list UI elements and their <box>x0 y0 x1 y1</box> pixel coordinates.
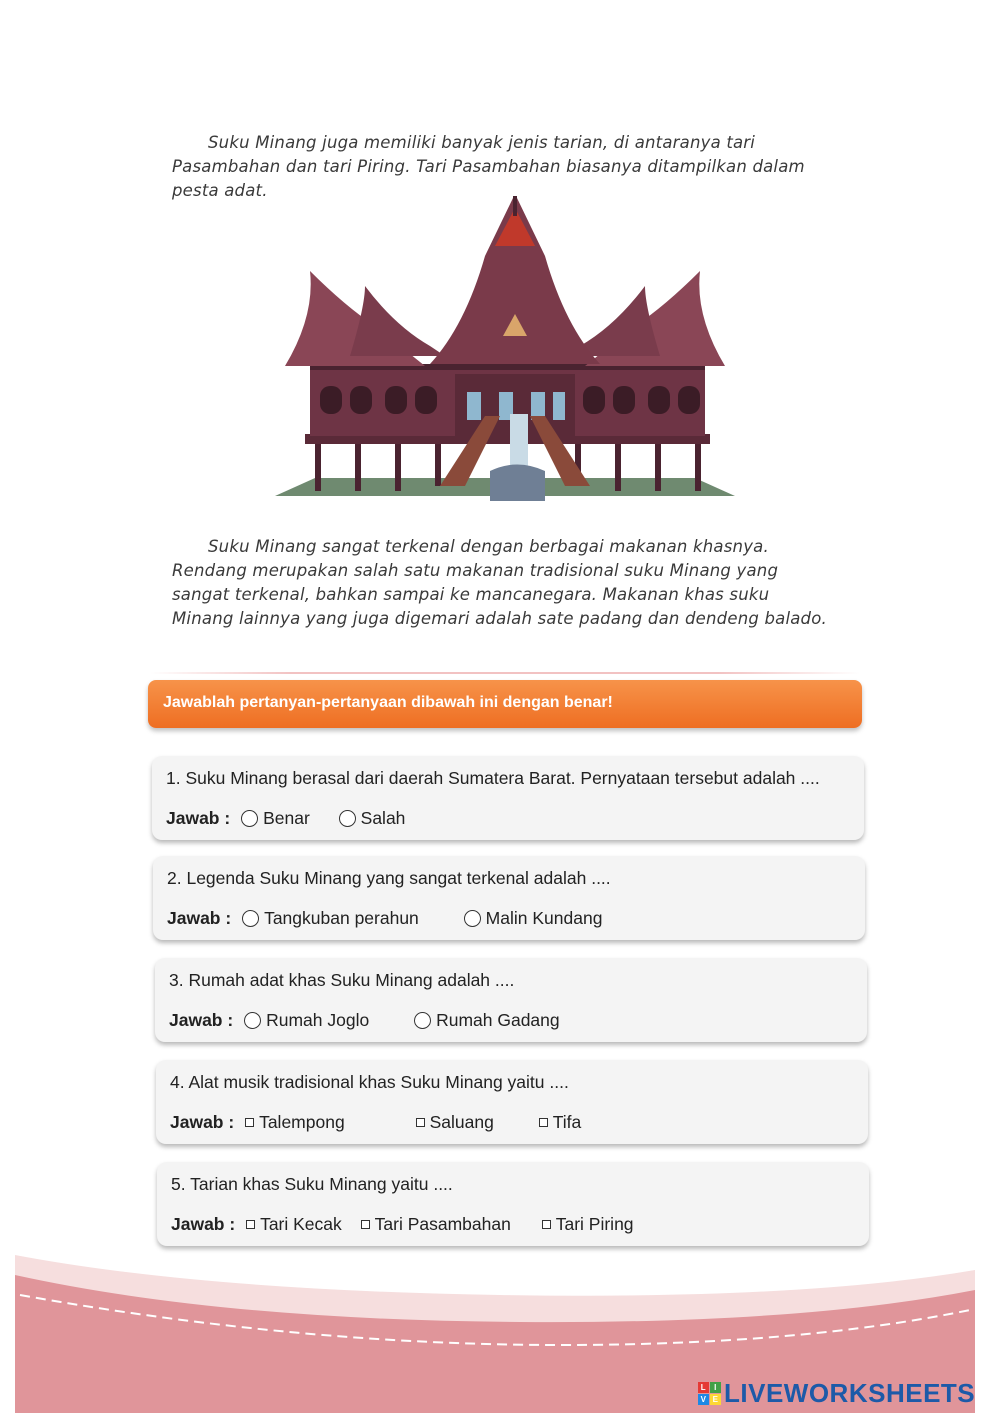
option-label: Tangkuban perahun <box>264 908 419 928</box>
intro-paragraph-dances: Suku Minang juga memiliki banyak jenis tarian, di antaranya tari Pasambahan dan tari Piring. Tari Pasambahan biasanya ditampilkan dalam pesta adat. <box>172 133 805 200</box>
radio-icon[interactable] <box>244 1012 261 1029</box>
option-label: Salah <box>360 808 406 828</box>
option-label: Saluang <box>429 1112 494 1132</box>
question-text: 2. Legenda Suku Minang yang sangat terkenal adalah .... <box>167 868 611 888</box>
answer-row <box>170 1112 605 1133</box>
question-card-3 <box>155 958 867 1042</box>
checkbox-icon[interactable] <box>361 1220 370 1229</box>
option-benar[interactable] <box>241 808 310 829</box>
logo-mark-letter: L <box>698 1382 709 1393</box>
checkbox-icon[interactable] <box>542 1220 551 1229</box>
radio-icon[interactable] <box>241 810 258 827</box>
option-rumah-joglo[interactable] <box>244 1010 369 1031</box>
liveworksheets-logo[interactable] <box>698 1378 975 1408</box>
question-text: 4. Alat musik tradisional khas Suku Minang yaitu .... <box>170 1072 569 1092</box>
jawab-label: Jawab : <box>170 1112 235 1132</box>
option-talempong[interactable] <box>245 1112 345 1133</box>
option-label: Talempong <box>259 1112 345 1132</box>
option-label: Tari Pasambahan <box>374 1214 511 1234</box>
answer-row <box>169 1010 584 1031</box>
option-saluang[interactable] <box>416 1112 494 1133</box>
jawab-label: Jawab : <box>167 908 232 928</box>
question-card-1 <box>152 756 864 840</box>
option-tangkuban-perahun[interactable] <box>242 908 419 929</box>
logo-mark-letter: E <box>710 1394 721 1405</box>
logo-mark-letter: V <box>698 1394 709 1405</box>
checkbox-icon[interactable] <box>416 1118 425 1127</box>
food-paragraph: Suku Minang sangat terkenal dengan berbagai makanan khasnya. Rendang merupakan salah satu makanan tradisional suku Minang yang sangat terkenal, bahkan sampai ke mancanegara. Makanan khas suku Minang lainnya yang juga digemari adalah sate padang dan dendeng balado. <box>172 537 827 628</box>
question-text: 3. Rumah adat khas Suku Minang adalah .... <box>169 970 515 990</box>
jawab-label: Jawab : <box>169 1010 234 1030</box>
option-malin-kundang[interactable] <box>464 908 603 929</box>
jawab-label: Jawab : <box>166 808 231 828</box>
question-card-5 <box>157 1162 869 1246</box>
logo-mark-letter: I <box>710 1382 721 1393</box>
jawab-label: Jawab : <box>171 1214 236 1234</box>
option-label: Benar <box>263 808 310 828</box>
option-label: Tari Kecak <box>260 1214 342 1234</box>
question-text: 1. Suku Minang berasal dari daerah Sumatera Barat. Pernyataan tersebut adalah .... <box>166 768 820 788</box>
answer-row <box>166 808 429 829</box>
checkbox-icon[interactable] <box>246 1220 255 1229</box>
question-text: 5. Tarian khas Suku Minang yaitu .... <box>171 1174 453 1194</box>
option-salah[interactable] <box>339 808 406 829</box>
option-rumah-gadang[interactable] <box>414 1010 560 1031</box>
option-tari-piring[interactable] <box>542 1214 634 1235</box>
option-label: Rumah Joglo <box>266 1010 370 1030</box>
rumah-gadang-illustration <box>255 196 755 514</box>
answer-row <box>171 1214 658 1235</box>
instruction-banner: Jawablah pertanyan-pertanyaan dibawah ini dengan benar! <box>148 680 862 728</box>
option-label: Tifa <box>552 1112 582 1132</box>
radio-icon[interactable] <box>339 810 356 827</box>
answer-row <box>167 908 626 929</box>
option-tari-kecak[interactable] <box>246 1214 342 1235</box>
divider <box>150 672 860 674</box>
option-label: Tari Piring <box>555 1214 634 1234</box>
radio-icon[interactable] <box>242 910 259 927</box>
option-tifa[interactable] <box>539 1112 582 1133</box>
option-label: Rumah Gadang <box>436 1010 560 1030</box>
logo-mark-icon <box>698 1382 721 1405</box>
radio-icon[interactable] <box>464 910 481 927</box>
option-label: Malin Kundang <box>485 908 603 928</box>
radio-icon[interactable] <box>414 1012 431 1029</box>
checkbox-icon[interactable] <box>539 1118 548 1127</box>
checkbox-icon[interactable] <box>245 1118 254 1127</box>
question-card-2 <box>153 856 865 940</box>
option-tari-pasambahan[interactable] <box>361 1214 511 1235</box>
logo-text: LIVEWORKSHEETS <box>724 1377 976 1408</box>
question-card-4 <box>156 1060 868 1144</box>
